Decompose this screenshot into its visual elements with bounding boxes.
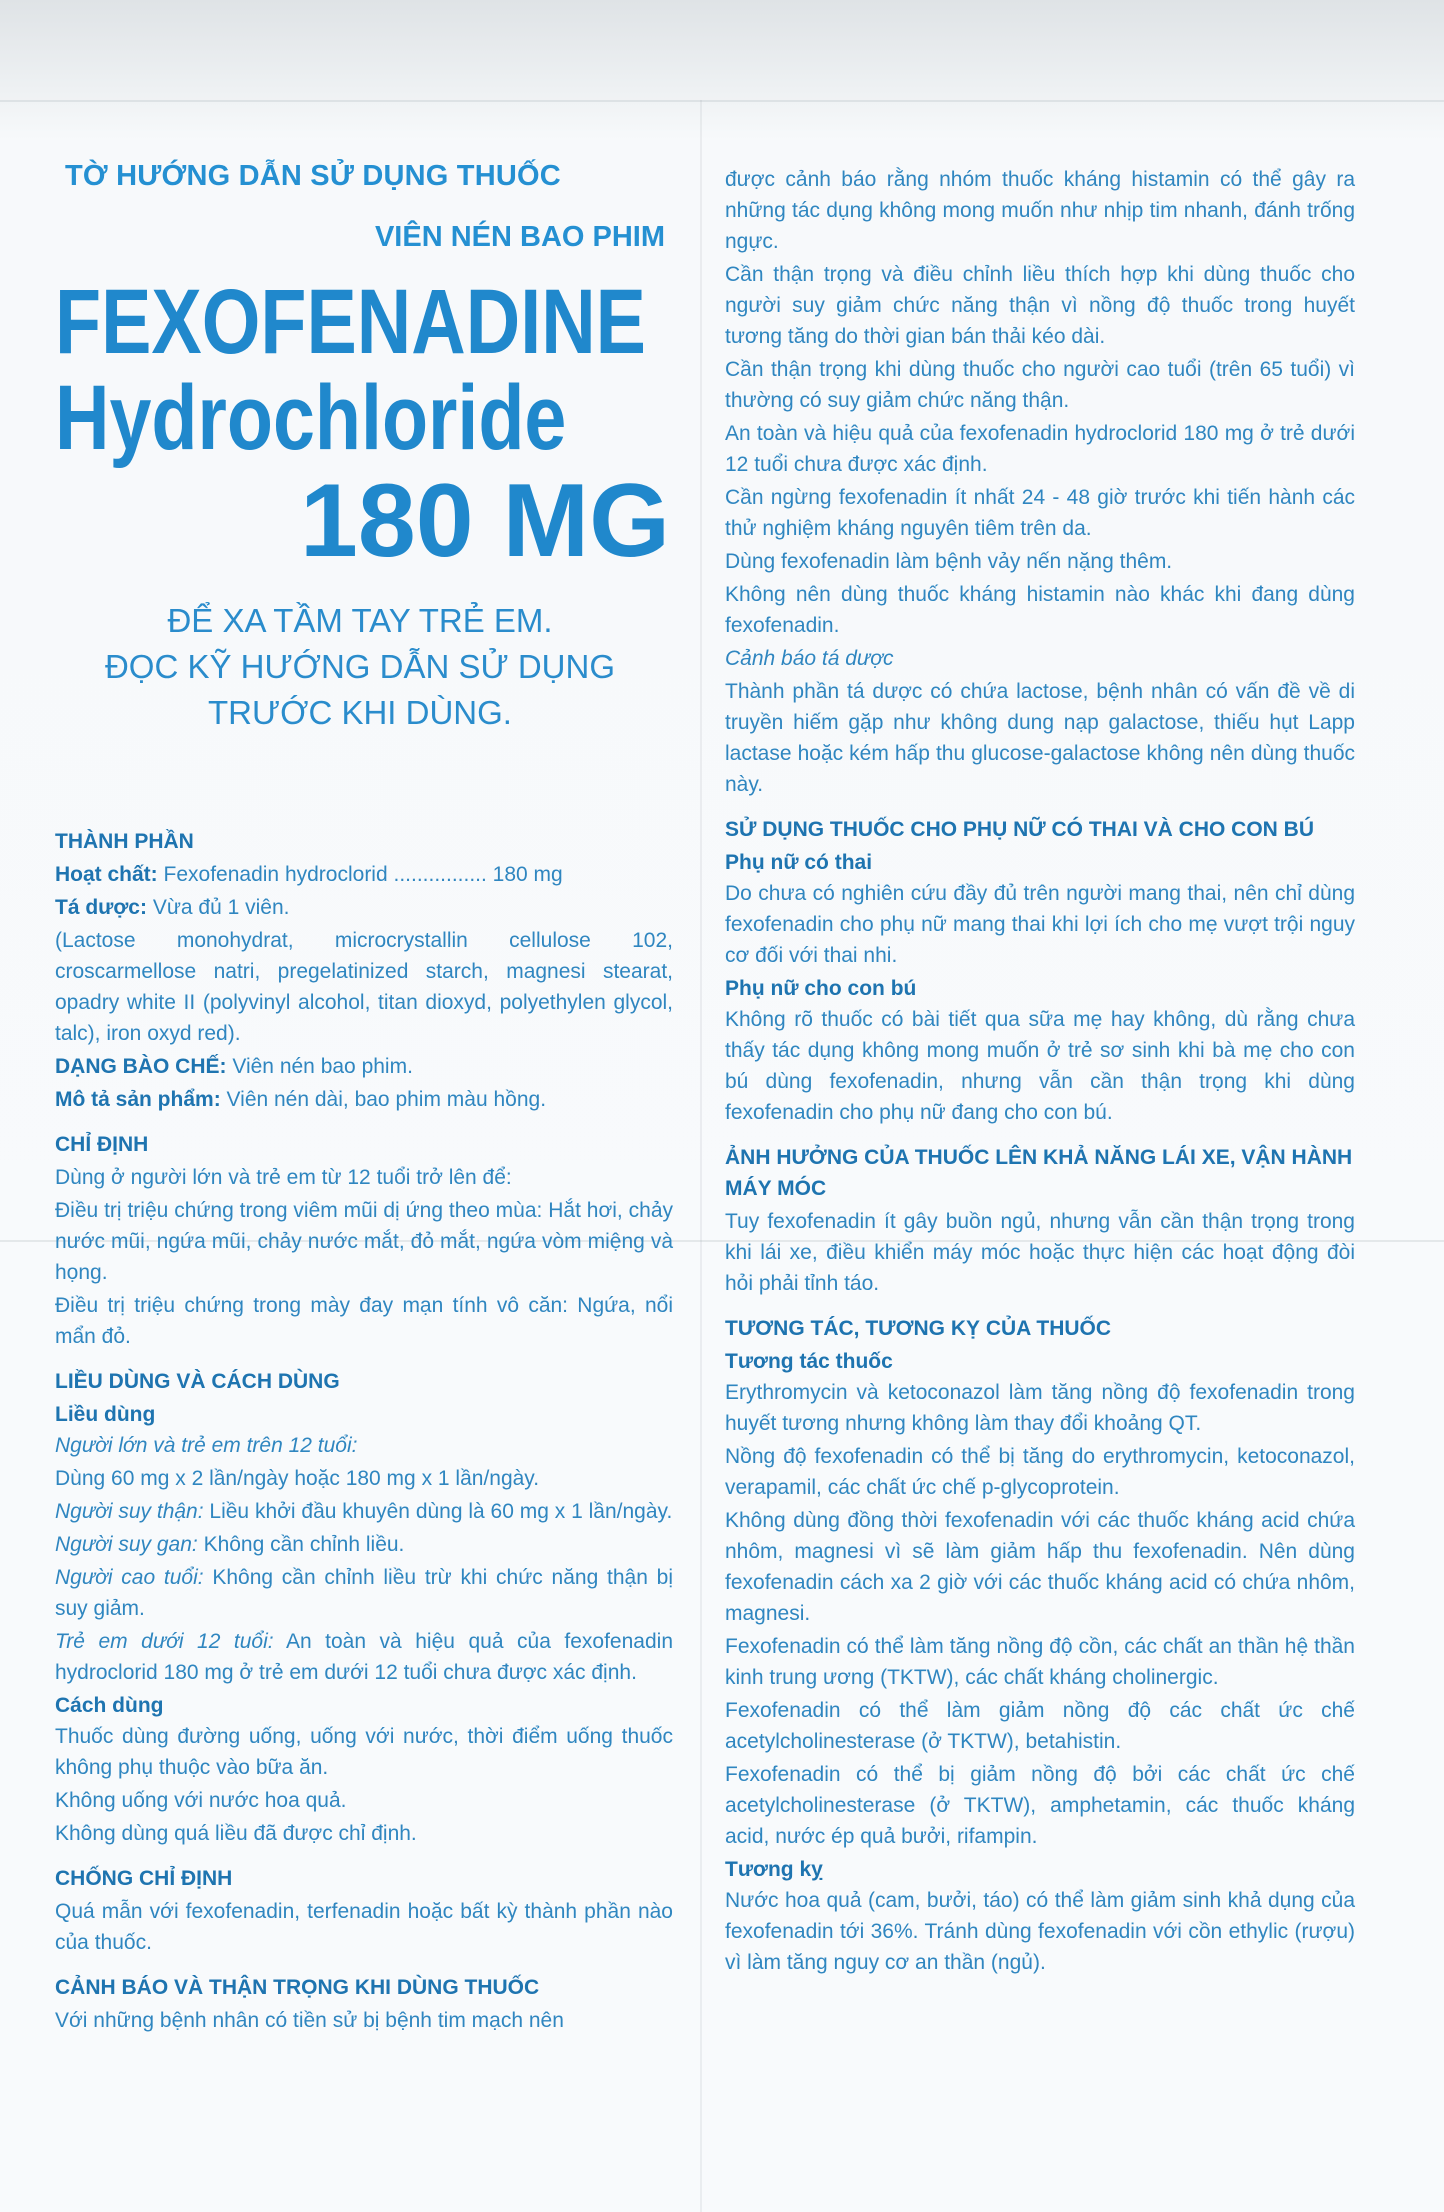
paragraph-label: Hoạt chất: [55,863,158,886]
paragraph: Fexofenadin có thể làm giảm nồng độ các chất ức chế acetylcholinesterase (ở TKTW), betahistin. [725,1699,1355,1753]
section-heading: CHỈ ĐỊNH [55,1133,149,1156]
subsection-heading: Cách dùng [55,1694,164,1717]
paragraph: Fexofenadin có thể làm tăng nồng độ cồn, các chất an thần hệ thần kinh trung ương (TKTW), các chất kháng cholinergic. [725,1635,1355,1689]
paragraph-text: Fexofenadin hydroclorid ................ 180 mg [157,863,563,886]
drug-salt: Hydrochloride [55,367,567,469]
labeled-paragraph [55,892,673,923]
paragraph: Quá mẫn với fexofenadin, terfenadin hoặc bất kỳ thành phần nào của thuốc. [55,1900,673,1954]
paragraph: Không dùng đồng thời fexofenadin với các thuốc kháng acid chứa nhôm, magnesi vì sẽ làm giảm hấp thu fexofenadin. Nên dùng fexofenadin cách xa 2 giờ với các thuốc kháng acid có chứa nhôm, magnesi. [725,1509,1355,1625]
paper-fold [700,100,702,2212]
subsection-heading: Liều dùng [55,1403,156,1426]
paragraph: Nồng độ fexofenadin có thể bị tăng do erythromycin, ketoconazol, verapamil, các chất ức chế p-glycoprotein. [725,1445,1355,1499]
labeled-paragraph [55,1051,673,1082]
paragraph-text: An toàn và hiệu quả của fexofenadin hydroclorid 180 mg ở trẻ em dưới 12 tuổi chưa được xác định. [55,1630,673,1684]
paragraph-text: Viên nén dài, bao phim màu hồng. [220,1088,547,1111]
paper-fold [0,100,1444,102]
paragraph: Không uống với nước hoa quả. [55,1789,347,1812]
section-heading: ẢNH HƯỞNG CỦA THUỐC LÊN KHẢ NĂNG LÁI XE, VẬN HÀNH MÁY MÓC [725,1146,1353,1200]
paragraph: Cần ngừng fexofenadin ít nhất 24 - 48 giờ trước khi tiến hành các thử nghiệm kháng nguyên tiêm trên da. [725,486,1355,540]
paragraph: Dùng ở người lớn và trẻ em từ 12 tuổi trở lên để: [55,1166,512,1189]
subsection-heading: Tương tác thuốc [725,1350,893,1373]
read-instructions-warning-cont: TRƯỚC KHI DÙNG. [208,694,512,731]
paragraph: Điều trị triệu chứng trong viêm mũi dị ứng theo mùa: Hắt hơi, chảy nước mũi, ngứa mũi, chảy nước mắt, đỏ mắt, ngứa vòm miệng và họng. [55,1199,673,1284]
italic-note: Cảnh báo tá dược [725,647,894,670]
section-heading: CẢNH BÁO VÀ THẬN TRỌNG KHI DÙNG THUỐC [55,1976,540,1999]
paragraph: (Lactose monohydrat, microcrystallin cellulose 102, croscarmellose natri, pregelatinized starch, magnesi stearat, opadry white II (polyvinyl alcohol, titan dioxyd, polyethylen glycol, talc), iron oxyd red). [55,929,673,1045]
paragraph: Điều trị triệu chứng trong mày đay mạn tính vô căn: Ngứa, nổi mẩn đỏ. [55,1294,673,1348]
section-heading: TƯƠNG TÁC, TƯƠNG KỴ CỦA THUỐC [725,1317,1112,1340]
leaflet-title: TỜ HƯỚNG DẪN SỬ DỤNG THUỐC [65,160,561,192]
right-column [725,164,1355,1980]
labeled-paragraph [55,1496,673,1527]
paragraph-label: Người suy gan: [55,1533,198,1556]
paragraph: Tuy fexofenadin ít gây buồn ngủ, nhưng vẫn cần thận trọng trong khi lái xe, điều khiển máy móc hoặc thực hiện các hoạt động đòi hỏi phải tỉnh táo. [725,1210,1355,1295]
paragraph: Dùng fexofenadin làm bệnh vảy nến nặng thêm. [725,550,1173,573]
paragraph: Không nên dùng thuốc kháng histamin nào khác khi đang dùng fexofenadin. [725,583,1355,637]
section-heading: SỬ DỤNG THUỐC CHO PHỤ NỮ CÓ THAI VÀ CHO CON BÚ [725,818,1315,841]
paragraph-label: Mô tả sản phẩm: [55,1088,221,1111]
labeled-paragraph [55,1529,673,1560]
paragraph: Cần thận trọng và điều chỉnh liều thích hợp khi dùng thuốc cho người suy giảm chức năng thận vì nồng độ thuốc trong huyết tương tăng do thời gian bán thải kéo dài. [725,263,1355,348]
paragraph: Fexofenadin có thể bị giảm nồng độ bởi các chất ức chế acetylcholinesterase (ở TKTW), amphetamin, các thuốc kháng acid, nước ép quả bưởi, rifampin. [725,1763,1355,1848]
paragraph: Erythromycin và ketoconazol làm tăng nồng độ fexofenadin trong huyết tương nhưng không làm thay đổi khoảng QT. [725,1381,1355,1435]
drug-name: FEXOFENADINE [55,271,647,373]
paragraph: Do chưa có nghiên cứu đầy đủ trên người mang thai, nên chỉ dùng fexofenadin cho phụ nữ mang thai khi lợi ích cho mẹ vượt trội nguy cơ đối với thai nhi. [725,882,1355,967]
leaflet-header [55,160,670,736]
dosage-form: VIÊN NÉN BAO PHIM [374,221,665,253]
paragraph-label: DẠNG BÀO CHẾ: [55,1055,227,1078]
paragraph: Không dùng quá liều đã được chỉ định. [55,1822,417,1845]
paragraph-text: Liều khởi đầu khuyên dùng là 60 mg x 1 lần/ngày. [203,1500,673,1523]
paragraph-text: Không cần chỉnh liều. [197,1533,405,1556]
paragraph: được cảnh báo rằng nhóm thuốc kháng histamin có thể gây ra những tác dụng không mong muốn như nhịp tim nhanh, đánh trống ngực. [725,168,1355,253]
paragraph-label: Tá dược: [55,896,147,919]
labeled-paragraph [55,1084,673,1115]
labeled-paragraph [55,859,673,890]
subsection-heading: Tương kỵ [725,1858,823,1881]
read-instructions-warning: ĐỌC KỸ HƯỚNG DẪN SỬ DỤNG [104,648,616,685]
labeled-paragraph [55,1626,673,1688]
paragraph: Thuốc dùng đường uống, uống với nước, thời điểm uống thuốc không phụ thuộc vào bữa ăn. [55,1725,673,1779]
paragraph: Cần thận trọng khi dùng thuốc cho người cao tuổi (trên 65 tuổi) vì thường có suy giảm chức năng thận. [725,358,1355,412]
left-column [55,826,673,2038]
drug-strength: 180 MG [300,463,670,579]
paragraph-label: Trẻ em dưới 12 tuổi: [55,1630,274,1653]
paragraph: Dùng 60 mg x 2 lần/ngày hoặc 180 mg x 1 lần/ngày. [55,1467,540,1490]
paragraph-label: Người suy thận: [55,1500,204,1523]
subsection-heading: Phụ nữ cho con bú [725,977,917,1000]
paragraph-text: Không cần chỉnh liều trừ khi chức năng thận bị suy giảm. [55,1566,673,1620]
paragraph-text: Vừa đủ 1 viên. [146,896,290,919]
paragraph: Với những bệnh nhân có tiền sử bị bệnh tim mạch nên [55,2009,564,2032]
keep-away-warning: ĐỂ XA TẦM TAY TRẺ EM. [167,602,553,639]
paragraph-text: Viên nén bao phim. [226,1055,413,1078]
paragraph-label: Người cao tuổi: [55,1566,204,1589]
paragraph: Thành phần tá dược có chứa lactose, bệnh nhân có vấn đề về di truyền hiếm gặp như không dung nạp galactose, thiếu hụt Lapp lactase hoặc kém hấp thu glucose-galactose không nên dùng thuốc này. [725,680,1355,796]
italic-note: Người lớn và trẻ em trên 12 tuổi: [55,1434,358,1457]
section-heading: THÀNH PHẦN [55,830,194,853]
labeled-paragraph [55,1562,673,1624]
section-heading: CHỐNG CHỈ ĐỊNH [55,1867,233,1890]
section-heading: LIỀU DÙNG VÀ CÁCH DÙNG [55,1370,340,1393]
subsection-heading: Phụ nữ có thai [725,851,873,874]
paragraph: Không rõ thuốc có bài tiết qua sữa mẹ hay không, dù rằng chưa thấy tác dụng không mong muốn ở trẻ sơ sinh khi bà mẹ cho con bú dùng fexofenadin, nhưng vẫn cần thận trọng khi dùng fexofenadin cho phụ nữ đang cho con bú. [725,1008,1355,1124]
paragraph: Nước hoa quả (cam, bưởi, táo) có thể làm giảm sinh khả dụng của fexofenadin tới 36%. Tránh dùng fexofenadin với cồn ethylic (rượu) vì làm tăng nguy cơ an thần (ngủ). [725,1889,1355,1974]
paragraph: An toàn và hiệu quả của fexofenadin hydroclorid 180 mg ở trẻ dưới 12 tuổi chưa được xác định. [725,422,1355,476]
